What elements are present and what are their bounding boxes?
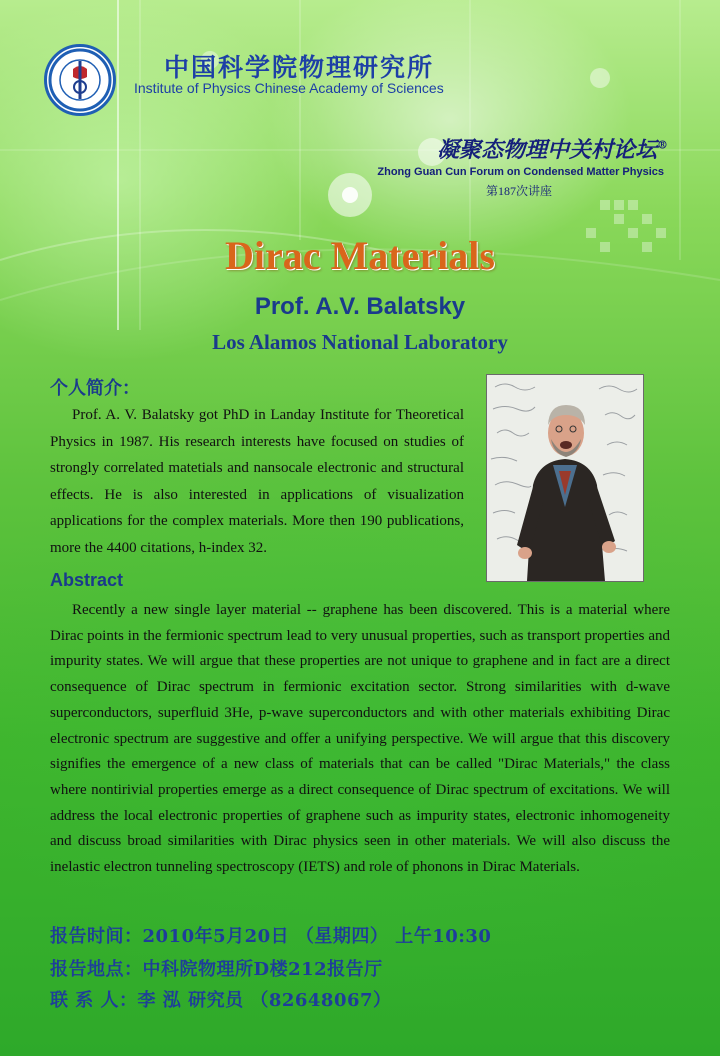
forum-name-en: Zhong Guan Cun Forum on Condensed Matter Physics [377,166,664,178]
institute-name-cn: 中国科学院物理研究所 [164,53,435,82]
abstract-text: Recently a new single layer material -- graphene has been discovered. This is a material where Dirac points in the fermionic spectrum lead to very unusual properties, such as transport properties and impurity states. We will argue that these properties are not unique to graphene and in fact are a direct consequence of Dirac spectrum in fermionic excitation sector. Strong similarities with d-wave superconductors, superfluid 3He, p-wave superconductors and with other materials exhibiting Dirac electronic spectrum are suggestive and offer a unifying perspective. We will argue that this discovery signifies the emergence of a new class of materials that can be called "Dirac Materials," the class where nontirivial properties emerge as a direct consequence of Dirac spectrum of excitations. We will address the local electronic properties of graphene such as impurity states, electronic inhomogeneity and discuss broad similarities with Dirac physics seen in other materials. We will also discuss the inelastic electron tunneling spectroscopy (IETS) and role of phonons in Dirac Materials. [50,602,670,876]
bio-heading: 个人简介： [50,378,140,399]
forum-name-cn-text: 凝聚态物理中关村论坛 [436,137,657,163]
lecture-number: 第187次讲座 [486,184,553,198]
talk-time: 报告时间：2010年5月20日 （星期四） 上午10:30 [50,926,492,947]
contact-person: 联 系 人：李 泓 研究员 （82648067） [50,990,392,1011]
speaker-portrait-icon [486,374,644,582]
abstract-heading: Abstract [50,570,124,590]
speaker-name: Prof. A.V. Balatsky [254,293,466,320]
institute-seal-icon [44,44,116,116]
forum-name-cn [437,133,668,164]
bio-text: Prof. A. V. Balatsky got PhD in Landay Institute for Theoretical Physics in 1987. His research interests have focused on studies of strongly correlated matetials and nansocale electronic and structural effects. He is also interested in applications of visualization applications for the complex materials. More then 190 publications, more the 4400 citations, h-index 32. [50,407,464,556]
talk-title: Dirac Materials [225,233,495,278]
institute-name-en: Institute of Physics Chinese Academy of Sciences [134,80,444,96]
talk-location: 报告地点：中科院物理所D楼212报告厅 [50,959,383,980]
registered-mark: ® [657,138,668,152]
speaker-affiliation: Los Alamos National Laboratory [212,330,508,354]
